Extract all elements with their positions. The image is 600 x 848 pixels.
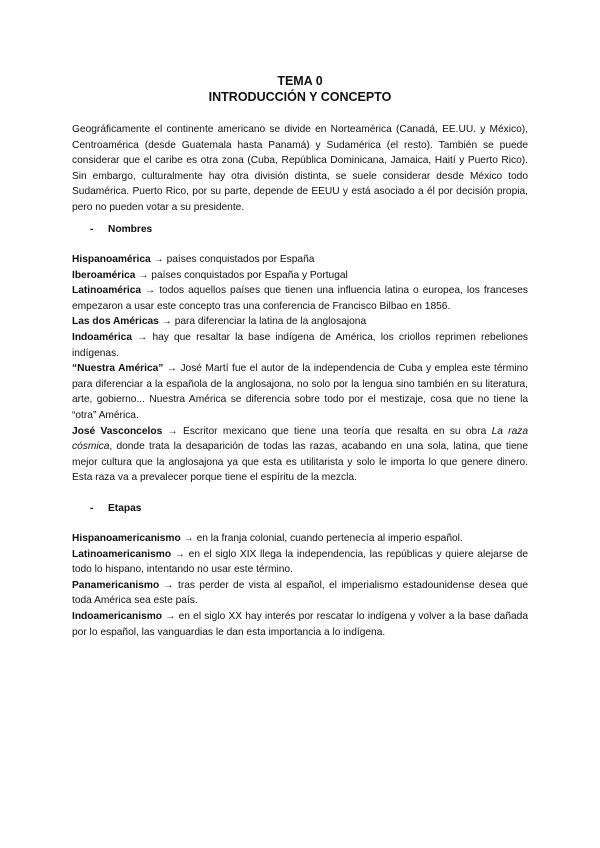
list-item	[72, 547, 528, 578]
list-item	[72, 268, 528, 284]
list-item	[72, 252, 528, 268]
entry-term: Las dos Américas	[72, 316, 159, 328]
list-item	[72, 283, 528, 314]
arrow-icon: →	[150, 254, 167, 265]
arrow-icon: →	[171, 548, 189, 560]
entry-term: Indoamericanismo	[72, 610, 163, 622]
section-heading-nombres	[90, 222, 152, 238]
page-title: TEMA 0	[277, 74, 323, 88]
list-item	[72, 424, 528, 486]
entry-text: José Martí fue el autor de la independencia de Cuba y emplea este término para diferenciar a la española de la anglosajona, no solo por la lengua sino también en su literatura, arte, gobierno... Nuestra América se diferencia sobre todo por el mestizaje, cosa que no tiene la “otra” América.	[72, 363, 528, 421]
entry-text: Escritor mexicano que tiene una teoría que resalta en su obra	[183, 425, 492, 437]
entry-term: Indoamérica	[72, 331, 133, 343]
entry-text: en el siglo XX hay interés por rescatar lo indígena y volver a la base dañada por lo español, las vanguardias le dan esta importancia a lo indígena.	[72, 610, 528, 638]
entry-term: José Vasconcelos	[72, 425, 163, 437]
list-item	[72, 361, 528, 423]
bullet-dash: -	[90, 224, 94, 235]
entry-term: Latinoamericanismo	[72, 548, 172, 560]
section-heading-label: Nombres	[108, 224, 153, 235]
list-item	[72, 314, 528, 330]
section-heading-label: Etapas	[108, 503, 142, 514]
nombres-list	[72, 252, 528, 486]
entry-text: para diferenciar la latina de la anglosajona	[174, 316, 367, 328]
entry-text: tras perder de vista al español, el imperialismo estadounidense desea que toda América sea este país.	[72, 579, 528, 607]
arrow-icon: →	[162, 425, 184, 437]
arrow-icon: →	[135, 269, 152, 281]
page-subtitle: INTRODUCCIÓN Y CONCEPTO	[208, 90, 392, 104]
entry-text: países conquistados por España	[166, 254, 315, 265]
arrow-icon: →	[158, 316, 175, 328]
entry-text: hay que resaltar la base indígena de América, los criollos reprimen rebeliones indígenas.	[72, 331, 528, 359]
book-title: La raza cósmica	[72, 425, 529, 453]
list-item	[72, 330, 528, 361]
entry-term: Hispanoamérica	[72, 254, 151, 265]
entry-term: “Nuestra América”	[72, 363, 164, 375]
intro-paragraph: Geográficamente el continente americano se divide en Norteamérica (Canadá, EE.UU. y México), Centroamérica (desde Guatemala hasta Panamá) y Sudamérica (el resto). También se puede considerar que el caribe es otra zona (Cuba, República Dominicana, Jamaica, Haití y Puerto Rico). Sin embargo, culturalmente hay otra división distinta, se suele considerar desde México todo Sudamérica. Puerto Rico, por su parte, depende de EEUU y está asociado a él por decisión propia, pero no pueden votar a su presidente.	[72, 124, 528, 213]
arrow-icon: →	[159, 579, 178, 591]
entry-term: Hispanoamericanismo	[72, 533, 181, 544]
entry-text: en el siglo XIX llega la independencia, las repúblicas y quiere alejarse de todo lo hispano, intentando no usar este término.	[72, 548, 528, 576]
arrow-icon: →	[180, 533, 197, 544]
list-item	[72, 609, 528, 640]
list-item	[72, 578, 528, 609]
entry-term: Iberoamérica	[72, 269, 136, 281]
bullet-dash: -	[90, 503, 94, 514]
entry-text: países conquistados por España y Portugal	[151, 269, 348, 281]
etapas-list	[72, 531, 528, 640]
entry-text: en la franja colonial, cuando pertenecía al imperio español.	[196, 533, 463, 544]
arrow-icon: →	[141, 285, 160, 297]
arrow-icon: →	[162, 610, 179, 622]
list-item	[72, 531, 528, 547]
entry-term: Panamericanismo	[72, 579, 160, 591]
section-heading-etapas	[90, 501, 141, 517]
entry-text: todos aquellos países que tienen una influencia latina o europea, los franceses empezaron a usar este concepto tras una conferencia de Francisco Bilbao en 1856.	[72, 285, 528, 312]
arrow-icon: →	[163, 363, 181, 375]
title-block	[0, 73, 600, 105]
arrow-icon: →	[132, 331, 153, 343]
entry-text: , donde trata la desaparición de todas las razas, acabando en una sola, latina, que tiene mejor cultura que la anglosajona ya que esta es utilitarista y solo le importa lo que genere dinero. Esta raza va a prevalecer porque tiene el espíritu de la mezcla.	[72, 441, 528, 484]
entry-term: Latinoamérica	[72, 285, 142, 297]
